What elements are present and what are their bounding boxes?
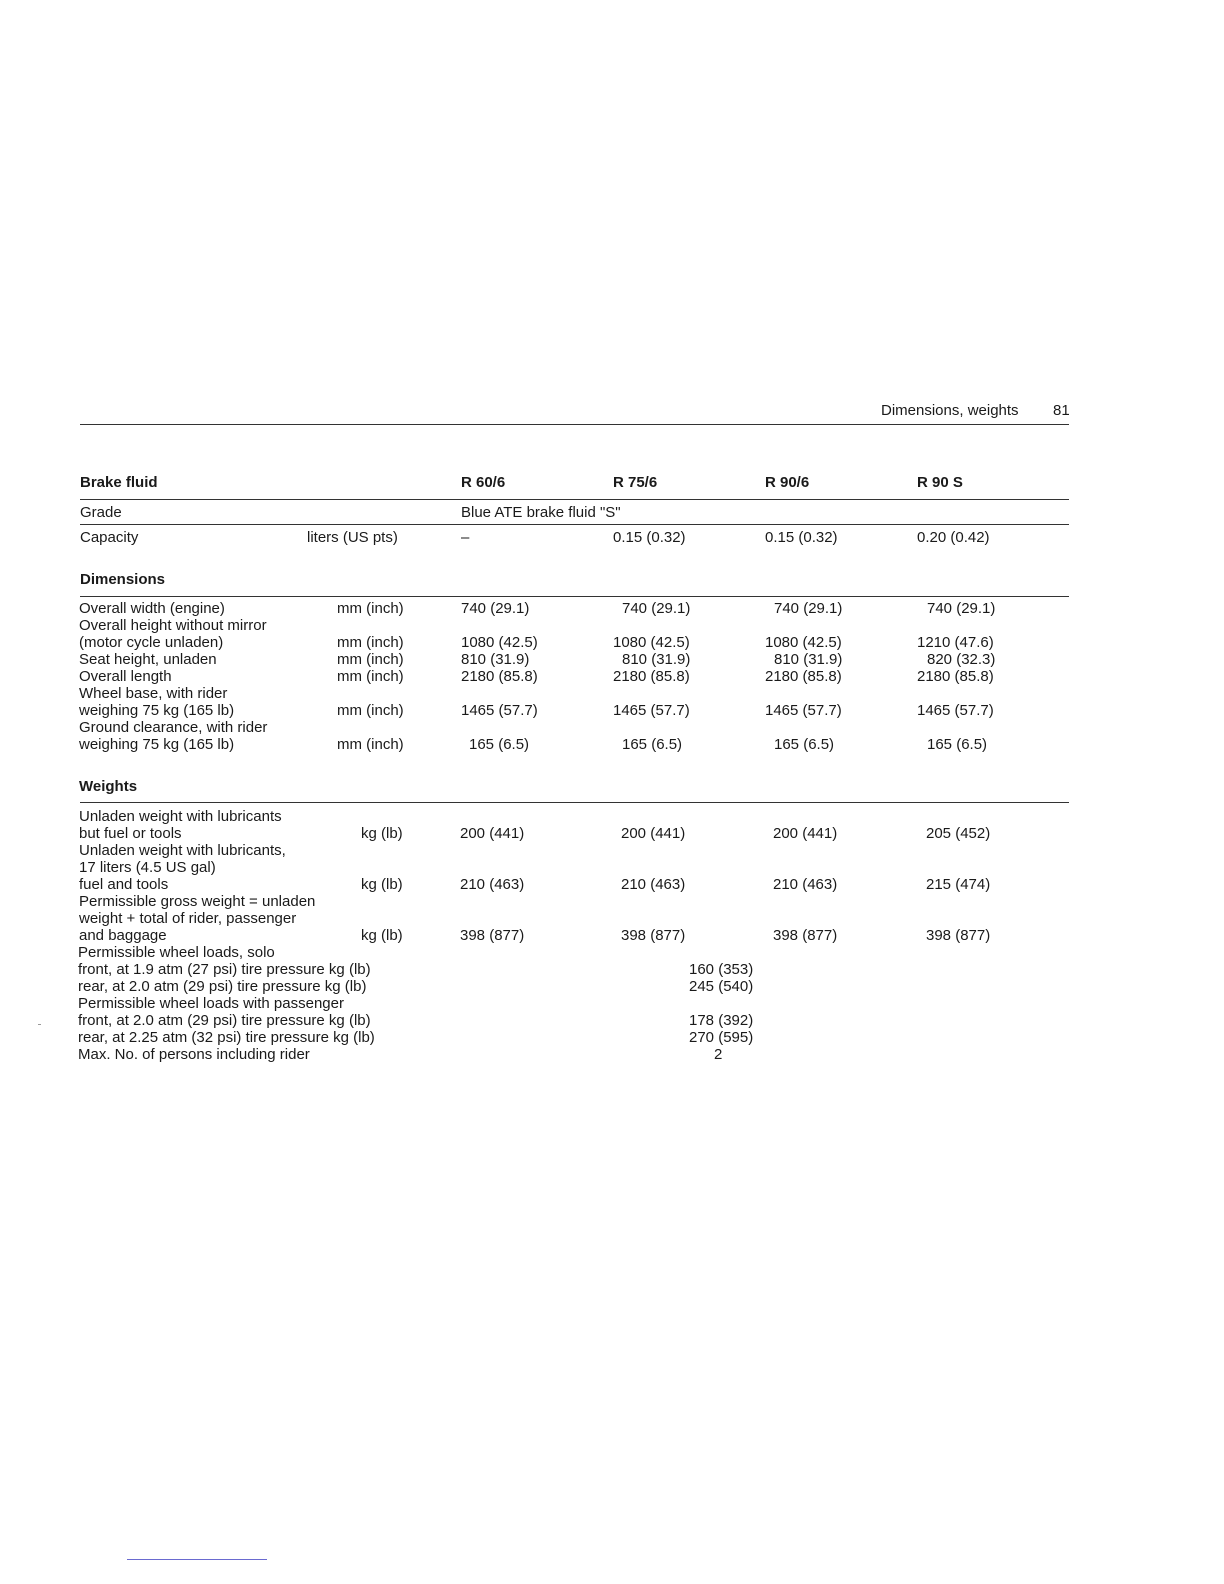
dim-unit: mm (inch): [337, 634, 404, 651]
weight-value: 210 (463): [621, 876, 686, 893]
weight-unit: kg (lb): [361, 876, 403, 893]
dim-label-line: weighing 75 kg (165 lb): [79, 736, 235, 753]
model-header-r60-6: R 60/6: [461, 474, 506, 491]
dim-unit: mm (inch): [337, 651, 404, 668]
dim-value: 2180 (85.8): [765, 668, 842, 685]
capacity-value: –: [461, 529, 470, 546]
dim-value: 740 (29.1): [774, 600, 843, 617]
weight-value: 215 (474): [926, 876, 991, 893]
wheel-load-label: rear, at 2.0 atm (29 psi) tire pressure kg (lb): [78, 978, 367, 995]
weight-value: 200 (441): [621, 825, 686, 842]
wheel-load-label: front, at 1.9 atm (27 psi) tire pressure kg (lb): [78, 961, 371, 978]
dim-value: 165 (6.5): [469, 736, 530, 753]
dim-value: 2180 (85.8): [613, 668, 690, 685]
wheel-load-value: 245 (540): [689, 978, 754, 995]
weight-label-line: fuel and tools: [79, 876, 169, 893]
capacity-value: 0.15 (0.32): [613, 529, 686, 546]
dim-value: 1210 (47.6): [917, 634, 994, 651]
capacity-value: 0.20 (0.42): [917, 529, 990, 546]
weight-value: 210 (463): [460, 876, 525, 893]
wheel-load-label: Permissible wheel loads with passenger: [78, 995, 344, 1012]
brake-fluid-rule: [80, 499, 1069, 500]
dim-value: 1080 (42.5): [765, 634, 842, 651]
grade-value: Blue ATE brake fluid "S": [461, 504, 621, 521]
model-header-r75-6: R 75/6: [613, 474, 658, 491]
dim-value: 1465 (57.7): [765, 702, 842, 719]
dim-value: 740 (29.1): [461, 600, 530, 617]
section-title: Dimensions, weights: [881, 402, 1019, 419]
weight-label-line: 17 liters (4.5 US gal): [79, 859, 216, 876]
max-persons-value: 2: [714, 1046, 723, 1063]
wheel-load-value: 270 (595): [689, 1029, 754, 1046]
dim-value: 740 (29.1): [927, 600, 996, 617]
dimensions-rule: [80, 596, 1069, 597]
model-header-r90-6: R 90/6: [765, 474, 810, 491]
weight-value: 398 (877): [460, 927, 525, 944]
model-header-r90s: R 90 S: [917, 474, 963, 491]
dim-unit: mm (inch): [337, 600, 404, 617]
dim-value: 1465 (57.7): [613, 702, 690, 719]
dim-value: 810 (31.9): [622, 651, 691, 668]
footer-line: [127, 1559, 267, 1560]
weight-unit: kg (lb): [361, 927, 403, 944]
wheel-load-label: front, at 2.0 atm (29 psi) tire pressure kg (lb): [78, 1012, 371, 1029]
weight-value: 398 (877): [926, 927, 991, 944]
capacity-value: 0.15 (0.32): [765, 529, 838, 546]
dim-value: 1080 (42.5): [461, 634, 538, 651]
weight-value: 205 (452): [926, 825, 991, 842]
dim-label-line: weighing 75 kg (165 lb): [79, 702, 235, 719]
dim-value: 740 (29.1): [622, 600, 691, 617]
weight-value: 210 (463): [773, 876, 838, 893]
page-number: 81: [1053, 402, 1070, 419]
weight-value: 200 (441): [773, 825, 838, 842]
scan-mark: [38, 1024, 41, 1025]
dim-value: 165 (6.5): [774, 736, 835, 753]
header-rule: [80, 424, 1069, 425]
capacity-label: Capacity: [80, 529, 139, 546]
wheel-load-value: 160 (353): [689, 961, 754, 978]
brake-fluid-heading: Brake fluid: [80, 474, 158, 491]
dimensions-heading: Dimensions: [80, 571, 166, 588]
dim-value: 1080 (42.5): [613, 634, 690, 651]
dim-label-line: Overall length: [79, 668, 172, 685]
grade-label: Grade: [80, 504, 122, 521]
dim-label-line: (motor cycle unladen): [79, 634, 224, 651]
weight-label-line: Permissible gross weight = unladen: [79, 893, 316, 910]
dim-value: 2180 (85.8): [917, 668, 994, 685]
weight-label-line: but fuel or tools: [79, 825, 182, 842]
dim-unit: mm (inch): [337, 668, 404, 685]
dim-value: 165 (6.5): [622, 736, 683, 753]
dim-label-line: Wheel base, with rider: [79, 685, 228, 702]
weights-rule: [80, 802, 1069, 803]
dim-label-line: Seat height, unladen: [79, 651, 217, 668]
wheel-load-value: 178 (392): [689, 1012, 754, 1029]
weight-value: 398 (877): [773, 927, 838, 944]
dim-value: 820 (32.3): [927, 651, 996, 668]
max-persons-label: Max. No. of persons including rider: [78, 1046, 310, 1063]
weight-label-line: weight + total of rider, passenger: [79, 910, 297, 927]
dim-value: 2180 (85.8): [461, 668, 538, 685]
capacity-unit: liters (US pts): [307, 529, 398, 546]
dim-label-line: Overall height without mirror: [79, 617, 267, 634]
weights-heading: Weights: [79, 778, 138, 795]
dim-value: 810 (31.9): [774, 651, 843, 668]
weight-value: 398 (877): [621, 927, 686, 944]
wheel-load-label: rear, at 2.25 atm (32 psi) tire pressure kg (lb): [78, 1029, 375, 1046]
dim-unit: mm (inch): [337, 702, 404, 719]
dim-value: 810 (31.9): [461, 651, 530, 668]
dim-value: 1465 (57.7): [461, 702, 538, 719]
weight-label-line: Unladen weight with lubricants: [79, 808, 282, 825]
grade-rule: [80, 524, 1069, 525]
dim-value: 165 (6.5): [927, 736, 988, 753]
dim-value: 1465 (57.7): [917, 702, 994, 719]
weight-label-line: Unladen weight with lubricants,: [79, 842, 286, 859]
weight-unit: kg (lb): [361, 825, 403, 842]
dim-label-line: Ground clearance, with rider: [79, 719, 268, 736]
wheel-load-label: Permissible wheel loads, solo: [78, 944, 275, 961]
dim-label-line: Overall width (engine): [79, 600, 225, 617]
dim-unit: mm (inch): [337, 736, 404, 753]
weight-label-line: and baggage: [79, 927, 167, 944]
weight-value: 200 (441): [460, 825, 525, 842]
